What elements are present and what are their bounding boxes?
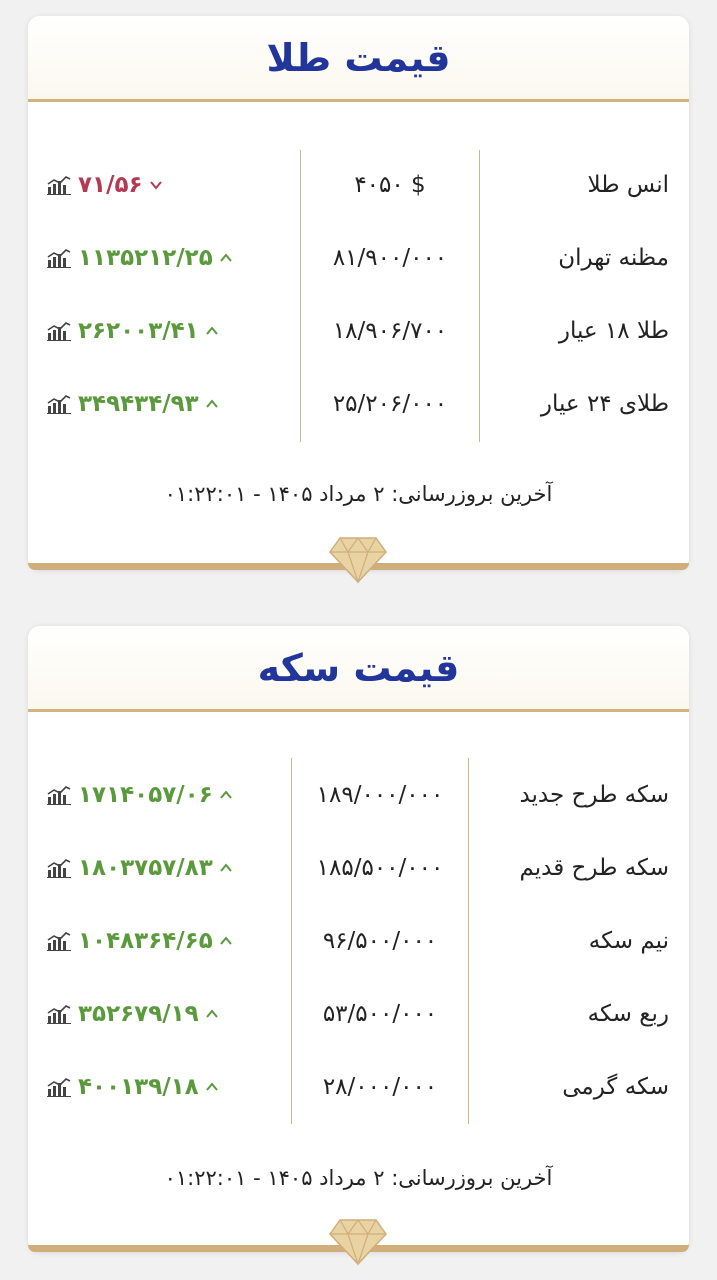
- item-price: ۹۶/۵۰۰/۰۰۰: [322, 928, 438, 954]
- coin-card-header: [28, 626, 689, 712]
- bar-chart-icon[interactable]: [46, 858, 72, 878]
- arrow-up-icon: [205, 1082, 219, 1092]
- bar-chart-icon[interactable]: [46, 1077, 72, 1097]
- item-change: [46, 245, 233, 271]
- change-value: ۱۸۰۳۷۵۷/۸۳: [78, 855, 213, 881]
- item-label: ربع سکه: [587, 1001, 669, 1027]
- item-change: [46, 318, 219, 344]
- price-row: [28, 1074, 689, 1114]
- bar-chart-icon[interactable]: [46, 931, 72, 951]
- price-row: [28, 172, 689, 212]
- arrow-down-icon: [149, 180, 163, 190]
- item-label: سکه طرح جدید: [519, 782, 669, 808]
- arrow-up-icon: [219, 863, 233, 873]
- item-price: ۲۸/۰۰۰/۰۰۰: [322, 1074, 438, 1100]
- item-price: ۱۸/۹۰۶/۷۰۰: [332, 318, 448, 344]
- change-value: ۴۰۰۱۳۹/۱۸: [78, 1074, 199, 1100]
- bar-chart-icon[interactable]: [46, 321, 72, 341]
- diamond-icon: [328, 1216, 388, 1266]
- arrow-up-icon: [219, 936, 233, 946]
- change-value: ۱۷۱۴۰۵۷/۰۶: [78, 782, 213, 808]
- item-label: طلا ۱۸ عیار: [558, 318, 669, 344]
- change-value: ۲۶۲۰۰۳/۴۱: [78, 318, 199, 344]
- item-label: سکه طرح قدیم: [519, 855, 669, 881]
- gold-card-header: [28, 16, 689, 102]
- arrow-up-icon: [205, 399, 219, 409]
- gold-card-title: قیمت طلا: [266, 35, 451, 80]
- price-row: [28, 1001, 689, 1041]
- change-value: ۳۵۲۶۷۹/۱۹: [78, 1001, 199, 1027]
- item-price: ۱۸۹/۰۰۰/۰۰۰: [316, 782, 444, 808]
- price-row: [28, 855, 689, 895]
- item-label: نیم سکه: [588, 928, 669, 954]
- item-price: ۱۸۵/۵۰۰/۰۰۰: [316, 855, 444, 881]
- bar-chart-icon[interactable]: [46, 175, 72, 195]
- item-price: ۸۱/۹۰۰/۰۰۰: [332, 245, 448, 271]
- item-change: [46, 928, 233, 954]
- item-label: سکه گرمی: [562, 1074, 669, 1100]
- arrow-up-icon: [205, 326, 219, 336]
- bar-chart-icon[interactable]: [46, 785, 72, 805]
- item-change: [46, 1074, 219, 1100]
- item-label: طلای ۲۴ عیار: [540, 391, 669, 417]
- arrow-up-icon: [219, 790, 233, 800]
- bar-chart-icon[interactable]: [46, 394, 72, 414]
- gold-last-update: آخرین بروزرسانی: ۲ مرداد ۱۴۰۵ - ۰۱:۲۲:۰۱: [164, 482, 553, 506]
- price-row: [28, 245, 689, 285]
- diamond-icon: [328, 534, 388, 584]
- price-row: [28, 782, 689, 822]
- item-price: ۴۰۵۰ $: [354, 172, 426, 198]
- price-row: [28, 318, 689, 358]
- item-change: [46, 1001, 219, 1027]
- item-change: [46, 855, 233, 881]
- change-value: ۳۴۹۴۳۴/۹۳: [78, 391, 199, 417]
- item-change: [46, 782, 233, 808]
- item-price: ۵۳/۵۰۰/۰۰۰: [322, 1001, 438, 1027]
- change-value: ۱۱۳۵۲۱۲/۲۵: [78, 245, 213, 271]
- coin-card-title: قیمت سکه: [257, 645, 460, 690]
- item-price: ۲۵/۲۰۶/۰۰۰: [332, 391, 448, 417]
- coin-price-card: [28, 626, 689, 1252]
- arrow-up-icon: [205, 1009, 219, 1019]
- item-label: انس طلا: [587, 172, 669, 198]
- item-change: [46, 391, 219, 417]
- change-value: ۷۱/۵۶: [78, 172, 143, 198]
- bar-chart-icon[interactable]: [46, 1004, 72, 1024]
- price-row: [28, 928, 689, 968]
- bar-chart-icon[interactable]: [46, 248, 72, 268]
- coin-last-update: آخرین بروزرسانی: ۲ مرداد ۱۴۰۵ - ۰۱:۲۲:۰۱: [164, 1166, 553, 1190]
- item-change: [46, 172, 163, 198]
- item-label: مظنه تهران: [558, 245, 669, 271]
- gold-price-card: [28, 16, 689, 570]
- arrow-up-icon: [219, 253, 233, 263]
- price-row: [28, 391, 689, 431]
- change-value: ۱۰۴۸۳۶۴/۶۵: [78, 928, 213, 954]
